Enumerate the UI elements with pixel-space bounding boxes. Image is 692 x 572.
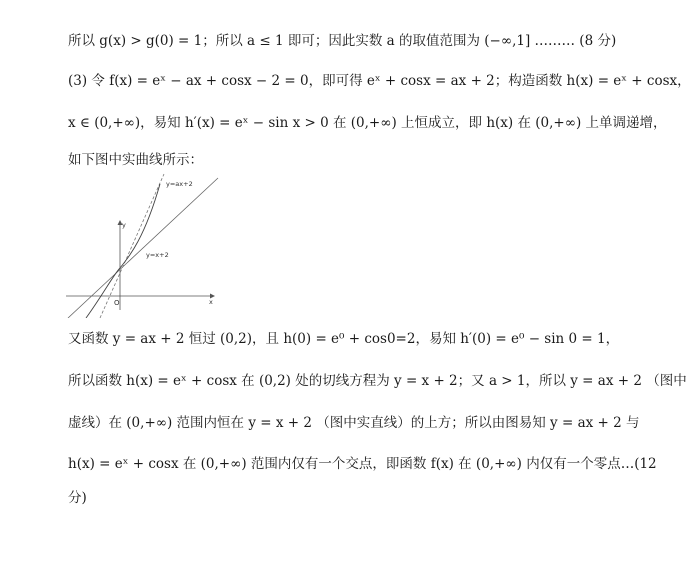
text-line-6: 所以函数 h(x) = eˣ + cosx 在 (0,2) 处的切线方程为 y = x + 2；又 a > 1，所以 y = ax + 2 （图中 <box>68 373 687 389</box>
function-graph <box>60 170 230 318</box>
text-line-9: 分) <box>68 490 87 506</box>
text-line-5: 又函数 y = ax + 2 恒过 (0,2)，且 h(0) = e⁰ + cos0=2，易知 h′(0) = e⁰ − sin 0 = 1， <box>68 331 620 347</box>
label-x-axis: x <box>209 298 213 306</box>
text-line-2: (3) 令 f(x) = eˣ − ax + cosx − 2 = 0，即可得 eˣ + cosx = ax + 2；构造函数 h(x) = eˣ + cosx， <box>68 73 691 89</box>
text-line-7: 虚线）在 (0,+∞) 范围内恒在 y = x + 2 （图中实直线）的上方；所以由图易知 y = ax + 2 与 <box>68 415 640 431</box>
text-line-4: 如下图中实曲线所示： <box>68 152 203 168</box>
label-dashed-line: y=ax+2 <box>166 180 193 188</box>
label-origin: O <box>114 299 120 307</box>
text-line-1: 所以 g(x) > g(0) = 1；所以 a ≤ 1 即可；因此实数 a 的取值范围为 (−∞,1] ……… (8 分) <box>68 33 617 49</box>
tangent-line <box>68 178 218 318</box>
text-line-8: h(x) = eˣ + cosx 在 (0,+∞) 范围内仅有一个交点，即函数 f(x) 在 (0,+∞) 内仅有一个零点…(12 <box>68 456 657 472</box>
label-tangent-line: y=x+2 <box>146 251 169 259</box>
label-y-axis: y <box>122 221 126 229</box>
text-line-3: x ∈ (0,+∞)，易知 h′(x) = eˣ − sin x > 0 在 (0,+∞) 上恒成立，即 h(x) 在 (0,+∞) 上单调递增， <box>68 115 667 131</box>
